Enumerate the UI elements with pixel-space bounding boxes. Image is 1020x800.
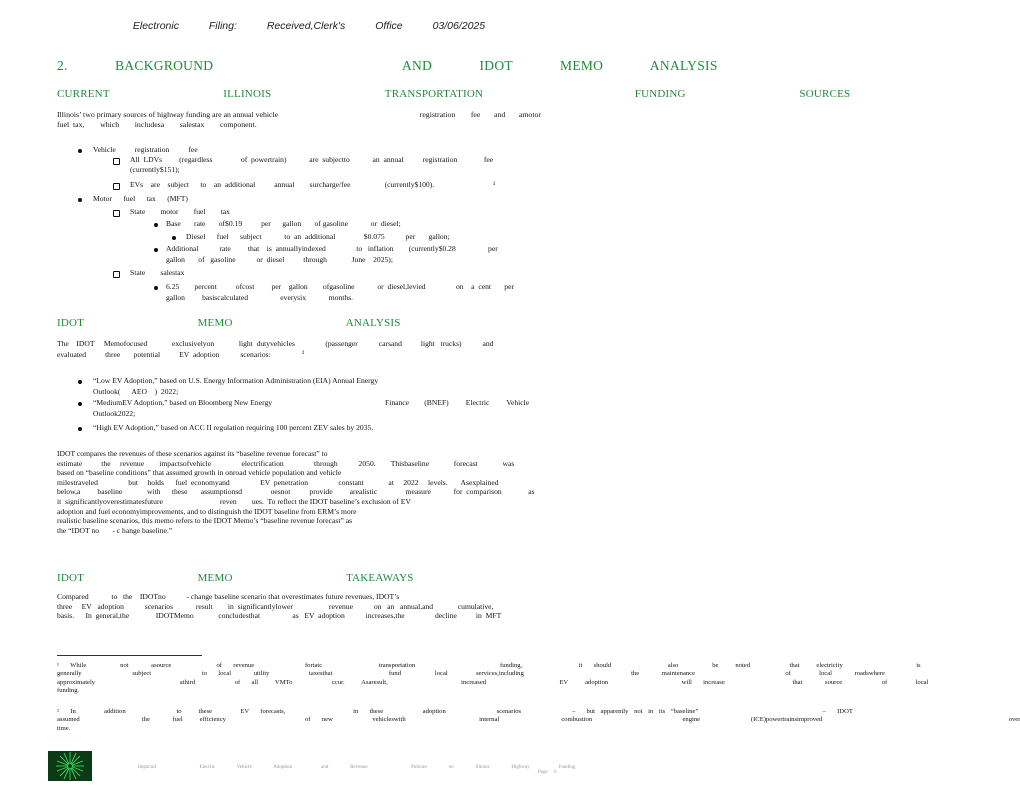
stamp-word-electronic: Electronic: [132, 20, 179, 32]
stamp-word-office: Office: [375, 20, 403, 32]
stamp-date: 03/06/2025: [432, 20, 486, 32]
bullet-dot: [172, 236, 176, 240]
baseline-line-5: below,a baseline with these assumptionsd oesnot provide arealistic measure for comparison as: [57, 487, 535, 497]
footnote-2-line-1: ² In addition to these EV forecasts, in these adoption scenarios – but apparently not in its “baseline” – IDOT: [57, 708, 853, 715]
scenario-high: “High EV Adoption,” based on ACC II regulation requiring 100 percent ZEV sales by 2035.: [93, 423, 374, 432]
baseline-line-8: realistic baseline scenarios, this memo refers to the IDOT Memo’s “baseline revenue forecast” as: [57, 516, 353, 526]
list-item-sales-pct-cont: gallon basiscalculated everysix months.: [166, 293, 354, 302]
footer-report-title: Impactof Electric Vehicle Adoption and Revenue Policies on Illinois Highway Funding: [138, 765, 576, 770]
list-item-vehicle-fee: Vehicle registration fee: [93, 145, 198, 154]
baseline-line-7: adoption and fuel economyimprovements, and to distinguish the IDOT baseline from ERM’s more: [57, 506, 357, 516]
baseline-line-9: the “IDOT no - c hange baseline.”: [57, 525, 173, 535]
intro-line-2: fuel tax, which includesa salestax component.: [57, 120, 257, 130]
heading-memo-takeaways: IDOT MEMO TAKEAWAYS: [57, 572, 414, 584]
footnote-1-line-4: funding.: [57, 687, 80, 695]
stamp-word-received: Received,Clerk's: [266, 20, 346, 32]
list-item-additional-rate: Additional rate that is annuallyindexed to inflation (currently$0.28 per: [166, 244, 498, 253]
bullet-dot: [154, 248, 158, 252]
list-item-state-mft: State motor fuel tax: [130, 207, 230, 216]
memo-line-2: evaluated three potential EV adoption scenarios:: [57, 350, 271, 359]
list-item-all-ldvs: All LDVs (regardless of powertrain) are subjectto an annual registration fee: [130, 155, 494, 164]
baseline-line-4: milestraveled but holds fuel economyand EV penetration constant at 2022 levels. Asexplained: [57, 477, 499, 487]
takeaways-paragraph: [57, 592, 501, 621]
heading-memo-analysis: IDOT MEMO ANALYSIS: [57, 317, 401, 329]
bullet-square: [113, 183, 120, 190]
bullet-dot: [78, 427, 82, 431]
bullet-square: [113, 158, 120, 165]
bullet-dot: [78, 402, 82, 406]
intro-paragraph: [57, 110, 541, 130]
list-item-base-rate: Base rate of$0.19 per gallon of gasoline or diesel;: [166, 219, 401, 228]
list-item-additional-rate-cont: gallon of gasoline or diesel through June 2025);: [166, 255, 393, 264]
bullet-dot: [78, 149, 82, 153]
scenario-low: “Low EV Adoption,” based on U.S. Energy Information Administration (EIA) Annual Energy: [93, 376, 379, 385]
footnote-ref-2: ²: [302, 349, 305, 358]
baseline-paragraph: [57, 449, 535, 535]
list-item-mft: Motor fuel tax (MFT): [93, 194, 188, 203]
page-number: Page 6: [538, 770, 557, 775]
intro-line-1-tail: registration fee and amotor: [419, 110, 541, 119]
list-item-all-ldvs-cont: (currently$151);: [130, 165, 180, 174]
baseline-line-6: it significantlyoverestimatesfuture reven ues. To reflect the IDOT baseline’s exclusion of EV: [57, 496, 411, 506]
takeaways-line-3: basis. In general,the IDOTMemo concludesthat as EV adoption increases,the decline in MFT: [57, 611, 502, 621]
list-item-state-salestax: State salestax: [130, 268, 185, 277]
footnote-1-line-2: generally subject to local utility taxesthat fund local services,including the maintenance of local roadswhere: [57, 670, 885, 678]
takeaways-line-2: three EV adoption scenarios result in significantlylower revenue on an annual,and cumulative,: [57, 601, 494, 611]
baseline-line-3: based on “baseline conditions” that assumed growth in onroad vehicle population and vehicle: [57, 468, 342, 478]
footnote-1-line-1: ¹ While not asource of revenue fortatc transportation funding, it should also be noted that electricity is: [57, 662, 921, 669]
baseline-line-1: IDOT compares the revenues of these scenarios against its “baseline revenue forecast” to: [57, 449, 328, 458]
scenario-medium-tail: Finance (BNEF) Electric Vehicle: [385, 398, 530, 407]
list-item-sales-pct: 6.25 percent ofcost per gallon ofgasoline or diesel,levied on a cent per: [166, 282, 514, 291]
bullet-dot: [78, 198, 82, 202]
footnote-ref-1: ¹: [493, 180, 496, 189]
bullet-dot: [154, 286, 158, 290]
heading-current-sources: CURRENT ILLINOIS TRANSPORTATION FUNDING SOURCES: [57, 88, 851, 100]
intro-line-1: Illinois’ two primary sources of highway funding are an annual vehicle: [57, 110, 279, 119]
list-item-diesel: Diesel fuel subject to an additional $0.075 per gallon;: [186, 232, 450, 241]
scenario-medium-cont: Outlook2022;: [93, 409, 136, 418]
footnote-1: [57, 662, 929, 696]
bullet-dot: [154, 223, 158, 227]
footnote-divider: [57, 655, 202, 656]
takeaways-line-1: Compared to the IDOTno - change baseline scenario that overestimates future revenues, IDOT’s: [57, 592, 400, 601]
footnote-1-line-3: approximately athird of all VMTo ccur. Asaresult, increased EV adoption will increase that source of local: [57, 678, 929, 686]
stamp-word-filing: Filing:: [208, 20, 237, 32]
section-title: 2. BACKGROUND AND IDOT MEMO ANALYSIS: [57, 58, 718, 73]
bullet-dot: [78, 380, 82, 384]
baseline-line-2: estimate the revenue impactsofvehicle electrification through 2050. Thisbaseline forecast was: [57, 458, 515, 468]
scenario-medium: “MediumEV Adoption,” based on Bloomberg New Energy: [93, 398, 273, 407]
filing-stamp: [0, 20, 618, 32]
bullet-square: [113, 210, 120, 217]
bullet-square: [113, 271, 120, 278]
memo-line-1: The IDOT Memofocused exclusivelyon light dutyvehicles (passenger carsand light trucks) and: [57, 339, 494, 348]
footnote-2: [57, 708, 1020, 733]
scenario-low-cont: Outlook( AEO ) 2022;: [93, 387, 179, 396]
footnote-2-line-3: time.: [57, 724, 71, 732]
green-starburst-logo-icon: [48, 751, 92, 781]
list-item-evs: EVs are subject to an additional annual surcharge/fee (currently$100).: [130, 180, 435, 189]
footnote-2-line-2: assumed the fuel efficiency of new vehicleswith internal combustion engine (ICE)powertrainsimproved over: [57, 716, 1020, 724]
